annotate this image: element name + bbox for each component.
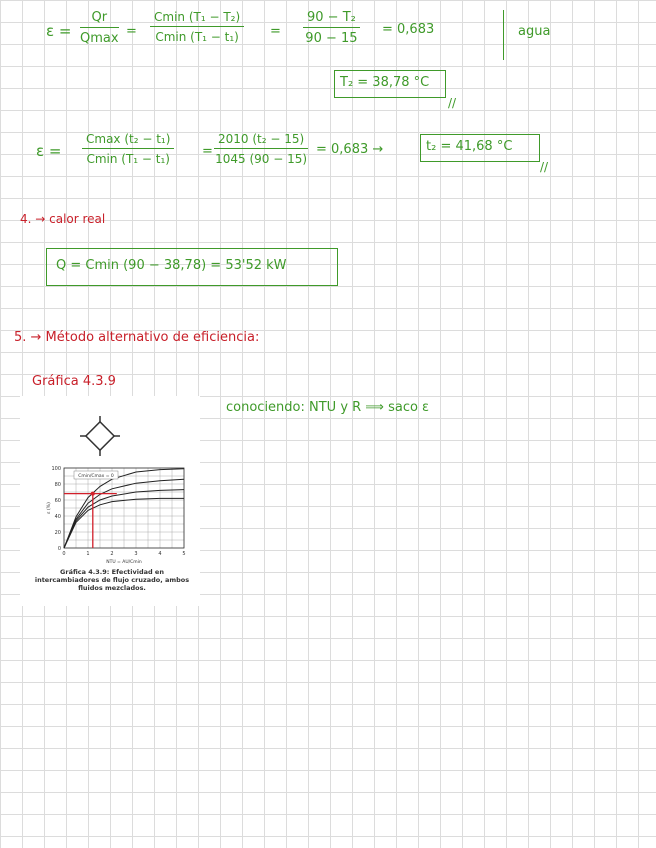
efficiency-result: = 0,683 — [382, 22, 435, 37]
fraction-numeric-2 — [214, 132, 308, 166]
result-t2: T₂ = 38,78 °C — [340, 75, 430, 90]
x-tick-label: 4 — [158, 551, 162, 557]
marker-point — [91, 492, 95, 496]
y-tick-label: 60 — [54, 498, 61, 504]
effectiveness-figure — [20, 396, 200, 606]
y-tick-label: 0 — [57, 546, 61, 552]
section-5-subtitle: Gráfica 4.3.9 — [32, 374, 116, 389]
y-tick-label: 20 — [54, 530, 61, 536]
legend-label: Cmin/Cmax = 0 — [78, 474, 114, 479]
x-tick-label: 2 — [110, 551, 114, 557]
epsilon-lhs-2: ε = — [36, 142, 62, 160]
x-tick-label: 0 — [62, 551, 66, 557]
x-axis-label: NTU = AU/Cmin — [106, 560, 142, 565]
x-tick-label: 1 — [86, 551, 90, 557]
equals-sign: = — [270, 24, 281, 39]
effectiveness-chart — [20, 396, 200, 566]
fraction-numerator: Qr — [80, 10, 119, 28]
efficiency-result-2: = 0,683 → — [316, 142, 384, 157]
crossflow-exchanger-icon — [80, 416, 120, 456]
fraction-cmin-temps — [150, 10, 244, 44]
fraction-denominator: Qmax — [80, 31, 119, 46]
done-mark: // — [540, 160, 549, 174]
section-5-note: conociendo: NTU y R ⟹ saco ε — [226, 400, 430, 415]
fraction-denominator: 90 − 15 — [305, 31, 358, 46]
heat-result: Q = Cmin (90 − 38,78) = 53'52 kW — [56, 258, 287, 273]
side-label-agua: agua — [518, 24, 551, 39]
x-tick-label: 5 — [182, 551, 186, 557]
equals-sign: = — [126, 24, 137, 39]
y-tick-label: 80 — [54, 482, 61, 488]
fraction-denominator: Cmin (T₁ − t₁) — [155, 30, 239, 44]
fraction-numerator: Cmin (T₁ − T₂) — [150, 10, 244, 27]
fraction-numerator: 90 − T₂ — [303, 10, 360, 28]
section-5-title: 5. → Método alternativo de eficiencia: — [14, 330, 260, 345]
x-tick-label: 3 — [134, 551, 138, 557]
equals-sign: = — [202, 144, 213, 159]
fraction-denominator: 1045 (90 − 15) — [215, 152, 308, 166]
done-mark: // — [448, 96, 457, 110]
fraction-numerator: Cmax (t₂ − t₁) — [82, 132, 174, 149]
epsilon-lhs-1: ε = — [46, 22, 72, 40]
fraction-numerator: 2010 (t₂ − 15) — [214, 132, 308, 149]
fraction-numeric — [303, 10, 360, 46]
result-t2-cold: t₂ = 41,68 °C — [426, 139, 513, 154]
figure-caption: Gráfica 4.3.9: Efectividad en intercambiadores de flujo cruzado, ambos fluidos mezclados. — [34, 568, 190, 593]
fraction-q-ratio — [80, 10, 119, 46]
divider-line — [503, 10, 504, 60]
y-axis-label: ε (%) — [47, 502, 52, 514]
y-tick-label: 40 — [54, 514, 61, 520]
fraction-cmax-temps — [82, 132, 174, 166]
fraction-denominator: Cmin (T₁ − t₁) — [86, 152, 170, 166]
section-4-title: 4. → calor real — [20, 212, 106, 226]
y-tick-label: 100 — [51, 466, 61, 472]
